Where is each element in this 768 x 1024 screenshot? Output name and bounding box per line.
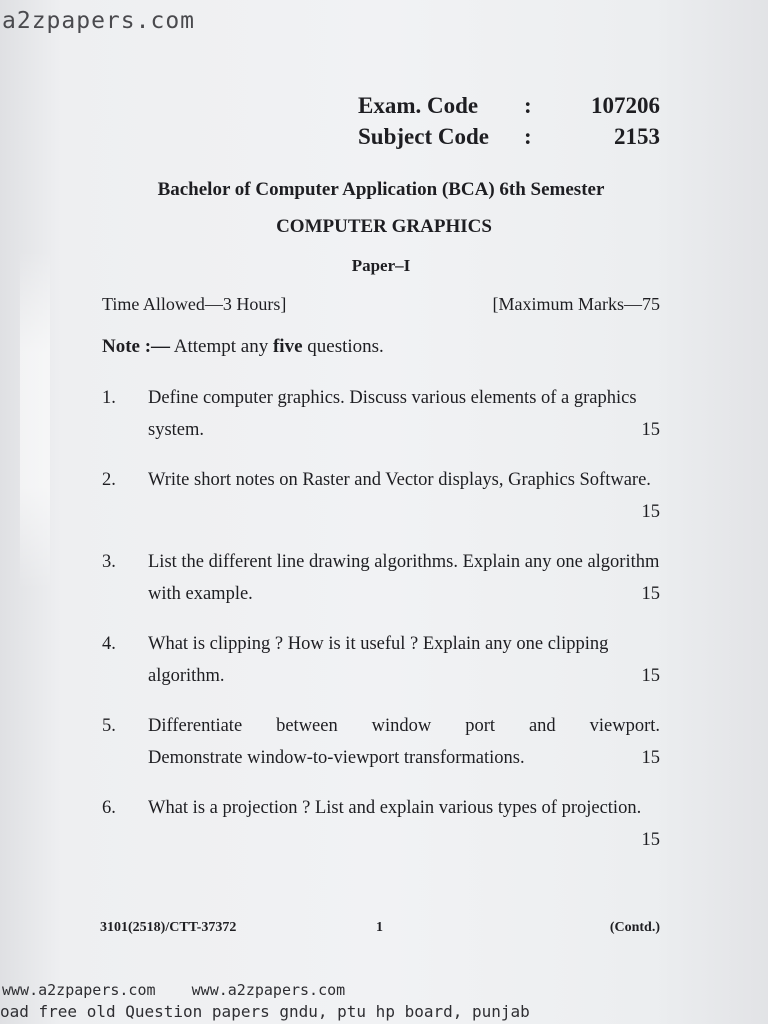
time-marks-row	[102, 294, 660, 315]
question-text: What is a projection ? List and explain various types of projection.	[148, 798, 642, 818]
side-watermark-strip	[20, 250, 50, 590]
question-text: Write short notes on Raster and Vector displays, Graphics Software.	[148, 470, 651, 490]
exam-code-row	[358, 90, 660, 121]
question-text: List the different line drawing algorithms. Explain any one algorithm with example.	[148, 552, 660, 604]
question-text: Define computer graphics. Discuss various elements of a graphics system.	[148, 388, 637, 440]
exam-code-value: 107206	[591, 93, 660, 118]
question-marks: 15	[641, 830, 660, 850]
exam-code-block	[358, 90, 660, 152]
question-item	[102, 546, 660, 628]
note-prefix: Note :—	[102, 336, 171, 357]
question-text-line1: Differentiate between window port and viewport.	[148, 716, 660, 736]
subject-title: COMPUTER GRAPHICS	[276, 216, 492, 237]
paper-number: Paper–I	[351, 256, 411, 275]
time-allowed: Time Allowed—3 Hours]	[102, 294, 287, 314]
question-text: What is clipping ? How is it useful ? Explain any one clipping algorithm.	[148, 634, 609, 686]
question-marks: 15	[641, 420, 660, 440]
question-marks: 15	[641, 748, 660, 768]
exam-code-label: Exam. Code	[358, 93, 479, 118]
subject-code-value: 2153	[614, 124, 660, 149]
watermark-top: a2zpapers.com	[2, 8, 196, 34]
question-number: 5.	[102, 716, 116, 736]
watermark-bottom-tagline: oad free old Question papers gndu, ptu hp board, punjab	[0, 1002, 530, 1021]
question-item	[102, 628, 660, 710]
watermark-bottom-urls: www.a2zpapers.com www.a2zpapers.com	[2, 981, 346, 999]
question-number: 4.	[102, 634, 116, 654]
question-number: 1.	[102, 388, 116, 408]
note-text-after: questions.	[302, 336, 384, 357]
note-text-before: Attempt any	[170, 336, 273, 357]
footer-contd: (Contd.)	[609, 920, 660, 935]
question-item	[102, 382, 660, 464]
note-emphasis: five	[272, 336, 303, 357]
question-marks: 15	[641, 666, 660, 686]
question-number: 6.	[102, 798, 116, 818]
question-item	[102, 792, 660, 874]
instruction-note	[102, 336, 384, 358]
question-item	[102, 464, 660, 546]
exam-code-colon: :	[524, 93, 532, 118]
question-number: 3.	[102, 552, 116, 572]
question-item	[102, 710, 660, 792]
subject-code-label: Subject Code	[358, 124, 489, 149]
question-marks: 15	[641, 502, 660, 522]
question-text	[148, 710, 660, 774]
question-list	[102, 382, 660, 874]
program-title: Bachelor of Computer Application (BCA) 6th Semester	[157, 179, 605, 200]
question-marks: 15	[641, 584, 660, 604]
subject-code-colon: :	[524, 124, 532, 149]
maximum-marks: [Maximum Marks—75	[492, 294, 660, 314]
footer-paper-code: 3101(2518)/CTT-37372	[100, 920, 237, 935]
question-number: 2.	[102, 470, 116, 490]
footer-page-number: 1	[376, 920, 383, 935]
question-text-line2: Demonstrate window-to-viewport transformations.	[148, 748, 525, 768]
subject-code-row	[358, 121, 660, 152]
